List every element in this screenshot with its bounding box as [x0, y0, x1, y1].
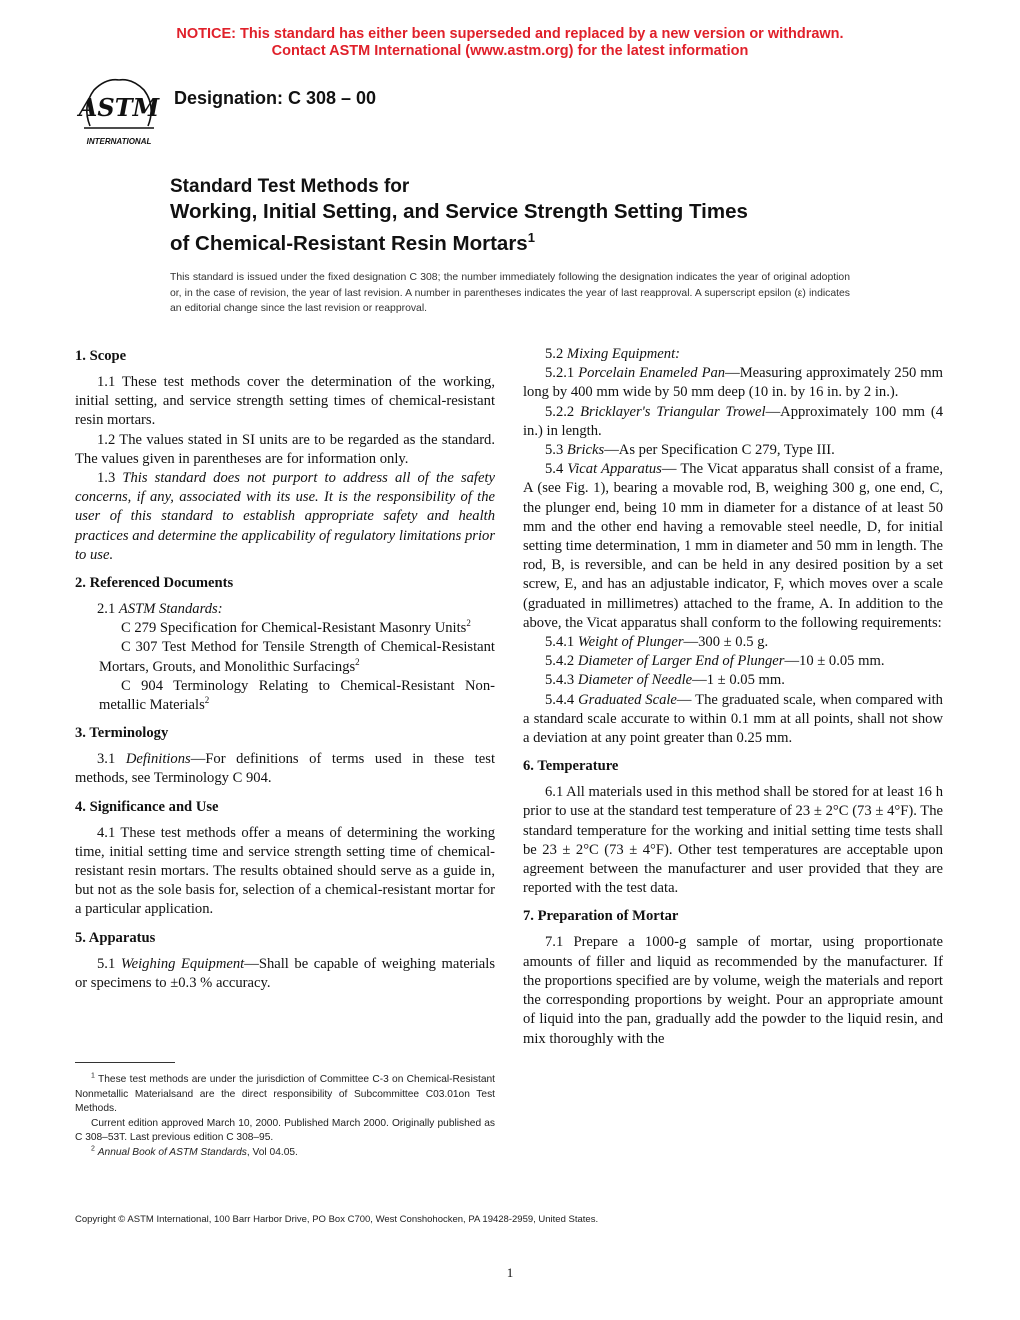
para-6-1: 6.1 All materials used in this method shall be stored for at least 16 h prior to use at the standard test temperature of 23 ± 2°C (73 ± 4°F). The standard temperature for the working and initial setting time tests shall be 23 ± 2°C (73 ± 4°F). Other test temperatures are acceptable upon agreement between the manufacturer and user provided that they are reported with the test data. [523, 784, 943, 897]
notice-line-2: Contact ASTM International (www.astm.org) for the latest information [271, 43, 749, 59]
notice-line-1: NOTICE: This standard has either been superseded and replaced by a new version or withdrawn. [176, 26, 844, 42]
footnote-2: $^2$ Annual Book of ASTM Standards, Vol 04.05. [91, 1145, 298, 1158]
footnote-1-edition: Current edition approved March 10, 2000. Published March 2000. Originally published as C 308–53T. Last previous edition C 308–95. [75, 1117, 495, 1143]
astm-logo [76, 76, 162, 150]
para-1-1: 1.1 These test methods cover the determination of the working, initial setting, and service strength setting times of chemical-resistant resin mortars. [75, 374, 495, 429]
section-heading-preparation: 7. Preparation of Mortar [523, 908, 679, 925]
footnote-divider [75, 1062, 175, 1063]
section-heading-scope: 1. Scope [75, 348, 127, 364]
right-column [523, 345, 943, 1049]
para-5-4-1: 5.4.1 Weight of Plunger—300 ± 0.5 g. [545, 634, 769, 651]
footnotes [75, 1073, 495, 1160]
designation: Designation: C 308 – 00 [174, 88, 377, 108]
document-title [170, 175, 950, 257]
section-heading-temperature: 6. Temperature [523, 758, 619, 775]
logo-text: ASTM [78, 93, 160, 122]
reference-c279: C 279 Specification for Chemical-Resistant Masonry Units$^2$ [121, 618, 471, 637]
para-5-4-3: 5.4.3 Diameter of Needle—1 ± 0.05 mm. [545, 672, 785, 689]
para-7-1: 7.1 Prepare a 1000-g sample of mortar, using proportionate amounts of filler and liquid as recommended by the manufacturer. If the proportions specified are by volume, weigh the materials and report the corresponding proportions by weight. Pour an appropriate amount of liquid into the pan, gradually add the powder to the liquid resin, and mix thoroughly with the [523, 934, 943, 1047]
title-line-2: Working, Initial Setting, and Service Strength Setting Times [170, 200, 748, 223]
title-line-3: of Chemical-Resistant Resin Mortars$^1$ [170, 230, 535, 255]
title-line-1: Standard Test Methods for [170, 176, 410, 197]
section-heading-referenced-documents: 2. Referenced Documents [75, 575, 234, 592]
copyright-notice: Copyright © ASTM International, 100 Barr Harbor Drive, PO Box C700, West Conshohocken, PA 19428-2959, United States. [75, 1214, 599, 1225]
logo-subtext: INTERNATIONAL [86, 137, 152, 146]
section-heading-terminology: 3. Terminology [75, 725, 169, 742]
para-5-4-2: 5.4.2 Diameter of Larger End of Plunger—10 ± 0.05 mm. [545, 653, 885, 670]
para-5-3: 5.3 Bricks—As per Specification C 279, Type III. [545, 442, 835, 459]
section-heading-significance: 4. Significance and Use [75, 798, 219, 815]
para-5-2-1: 5.2.1 Porcelain Enameled Pan—Measuring approximately 250 mm long by 400 mm wide by 50 mm deep (10 in. by 16 in. by 2 in.). [523, 365, 944, 401]
left-column [75, 345, 495, 993]
para-5-2: 5.2 Mixing Equipment: [545, 346, 680, 362]
section-heading-apparatus: 5. Apparatus [75, 929, 156, 946]
footnote-1: $^1$ These test methods are under the jurisdiction of Committee C-3 on Chemical-Resistant Nonmetallic Materialsand are the direct responsibility of Subcommittee C03.01on Test Methods. [75, 1072, 495, 1114]
para-1-2: 1.2 The values stated in SI units are to be regarded as the standard. The values given in parentheses are for information only. [75, 431, 495, 467]
para-5-4: 5.4 Vicat Apparatus— The Vicat apparatus shall consist of a frame, A (see Fig. 1), bearing a movable rod, B, weighing 300 g, one end, C, the plunger end, being 10 mm in diameter for a distance of at least 50 mm and the other end having a removable steel needle, D, for initial setting time determination, 1 mm in diameter and 50 mm in length. The rod, B, is reversible, and can be held in any desired position by a set screw, E, and has an adjustable indicator, F, which moves over a scale (graduated in millimetres) attached to the frame, A. In addition to the above, the Vicat apparatus shall conform to the following requirements: [523, 461, 943, 631]
para-2-1: 2.1 ASTM Standards: [97, 601, 223, 618]
para-5-1: 5.1 Weighing Equipment—Shall be capable of weighing materials or specimens to ±0.3 % accuracy. [75, 955, 496, 991]
para-5-4-4: 5.4.4 Graduated Scale— The graduated scale, when compared with a standard scale accurate to within 0.1 mm at all points, shall not show a deviation at any point greater than 0.25 mm. [523, 691, 943, 747]
page-number: 1 [506, 1265, 514, 1280]
title-footnote-mark: 1 [527, 230, 535, 245]
para-1-3: 1.3 This standard does not purport to address all of the safety concerns, if any, associated with its use. It is the responsibility of the user of this standard to establish appropriate safety and health practices and determine the applicability of regulatory limitations prior to use. [75, 470, 495, 563]
para-5-2-2: 5.2.2 Bricklayer's Triangular Trowel—Approximately 100 mm (4 in.) in length. [523, 403, 943, 439]
reference-c307: C 307 Test Method for Tensile Strength of Chemical-Resistant Mortars, Grouts, and Monolithic Surfacings$^2$ [99, 639, 495, 675]
reference-c904: C 904 Terminology Relating to Chemical-Resistant Non-metallic Materials$^2$ [99, 677, 495, 714]
standard-intro: This standard is issued under the fixed designation C 308; the number immediately following the designation indicates the year of original adoption or, in the case of revision, the year of last revision. A number in parentheses indicates the year of last reapproval. A superscript epsilon (ε) indicates an editorial change since the last revision or reapproval. [170, 272, 850, 314]
para-3-1: 3.1 Definitions—For definitions of terms used in these test methods, see Terminology C 904. [75, 751, 496, 787]
notice-banner [0, 26, 1020, 60]
para-4-1: 4.1 These test methods offer a means of determining the working time, initial setting time and service strength setting time of chemical-resistant resin mortars. The results obtained should serve as a guide in, but not as the sole basis for, selection of a chemical-resistant mortar for a particular application. [75, 824, 495, 918]
